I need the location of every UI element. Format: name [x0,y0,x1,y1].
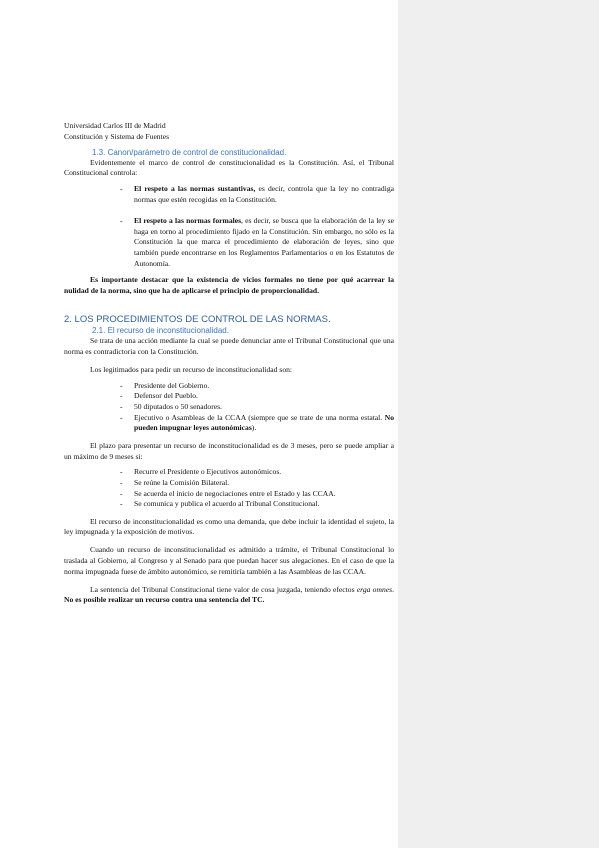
list-item: - Se acuerda el inicio de negociaciones entre el Estado y las CCAA. [120,488,336,498]
item1-bold: El respeto a las normas sustantivas, [134,184,256,194]
p6-text: La sentencia del Tribunal Constitucional tiene valor de cosa juzgada, teniendo efectos [90,584,357,594]
legitimados-list [64,381,394,434]
s2-p4: El recurso de inconstitucionalidad es como una demanda, que debe incluir la identidad el sujeto, la ley impugnada y la exposición de motivos. [64,516,394,537]
heading-1-3: 1.3. Canon/parámetro de control de constitucionalidad. [92,147,287,157]
legit-text: 50 diputados o 50 senadores. [134,401,222,411]
list-item: - Se reúne la Comisión Bilateral. [120,477,230,487]
s2-p3: El plazo para presentar un recurso de inconstitucionalidad es de 3 meses, pero se puede ampliar a un máximo de 9 meses si: [64,440,394,461]
plazo-list [64,467,394,509]
conclusion-bold: Es importante destacar que la existencia de vicios formales no tiene por qué acarrear la nulidad de la norma, sino que ha de aplicarse el principio de proporcionalidad. [64,274,394,295]
item2-bold: El respeto a las normas formales [134,215,242,225]
header-university: Universidad Carlos III de Madrid [64,121,166,130]
list-item: - Se comunica y publica el acuerdo al Tribunal Constitucional. [120,499,320,509]
s2-p2: Los legitimados para pedir un recurso de inconstitucionalidad son: [90,364,293,374]
comment-sidebar [398,0,599,848]
document-page [64,121,394,606]
list-item: - El respeto a las normas formales, es decir, se busca que la elaboración de la ley se haga en torno al procedimiento fijado en la Constitución. Sin embargo, no sólo es la Constitución la que marca el procedimiento de elaboración de leyes, sino que también puede encontrarse en los Reglamentos Parlamentarios o en los Estatutos de Autonomía. [120,215,394,268]
list-item: - Presidente del Gobierno. [120,380,210,390]
list-item: - 50 diputados o 50 senadores. [120,401,222,411]
plazo-text: Se reúne la Comisión Bilateral. [134,477,230,487]
list-item: - El respeto a las normas sustantivas, es decir, controla que la ley no contradiga normas que estén recogidas en la Constitución. [120,184,394,204]
list-item: - Recurre el Presidente o Ejecutivos autonómicos. [120,467,282,477]
heading-2-1: 2.1. El recurso de inconstitucionalidad. [92,326,229,336]
list-item: - Defensor del Pueblo. [120,391,198,401]
s13-intro: Evidentemente el marco de control de constitucionalidad es la Constitución. Así, el Tribunal Constitucional controla: [64,157,394,178]
plazo-text: Se acuerda el inicio de negociaciones entre el Estado y las CCAA. [134,488,336,498]
p6-italic: erga omnes [356,584,393,594]
s13-conclusion [64,275,394,297]
item2-text: , es decir, se busca que la elaboración de la ley se haga en torno al procedimiento fijado en la Constitución. Sin embargo, no sólo es la Constitución la que marca el procedimiento de elaboración de leyes, sino que también puede encontrarse en los Reglamentos Parlamentarios o en los Estatutos de Autonomía. [134,215,394,268]
s2-p1: Se trata de una acción mediante la cual se puede denunciar ante el Tribunal Constitucional que una norma es contradictoria con la Constitución. [64,336,394,357]
legit-end: ). [251,423,257,433]
s2-p6 [64,585,394,607]
header-course: Constitución y Sistema de Fuentes [64,131,170,141]
p6-mid: . [392,584,394,594]
p6-bold: No es posible realizar un recurso contra una sentencia del TC. [64,595,265,605]
s2-p5: Cuando un recurso de inconstitucionalidad es admitido a trámite, el Tribunal Constitucional lo traslada al Gobierno, al Congreso y al Senado para que puedan hacer sus alegaciones. En el caso de que la norma impugnada fuese de ámbito autonómico, se remitiría también a las Asambleas de las CCAA. [64,545,394,576]
list-item: - Ejecutivo o Asambleas de la CCAA (siempre que se trate de una norma estatal. No pueden impugnar leyes autonómicas). [120,412,394,433]
legit-text: Presidente del Gobierno. [134,380,210,390]
s13-list [64,184,394,270]
legit-text: Defensor del Pueblo. [134,391,198,401]
legit-text: Ejecutivo o Asambleas de la CCAA (siempre que se trate de una norma estatal. [134,412,385,422]
item1-text: es decir, controla que la ley no contradiga normas que estén recogidas en la Constitución. [134,184,394,204]
legit-bold: No pueden impugnar leyes autonómicas [134,412,394,433]
heading-2: 2. LOS PROCEDIMIENTOS DE CONTROL DE LAS NORMAS. [64,314,331,326]
plazo-text: Recurre el Presidente o Ejecutivos autonómicos. [134,467,282,477]
plazo-text: Se comunica y publica el acuerdo al Tribunal Constitucional. [134,499,320,509]
